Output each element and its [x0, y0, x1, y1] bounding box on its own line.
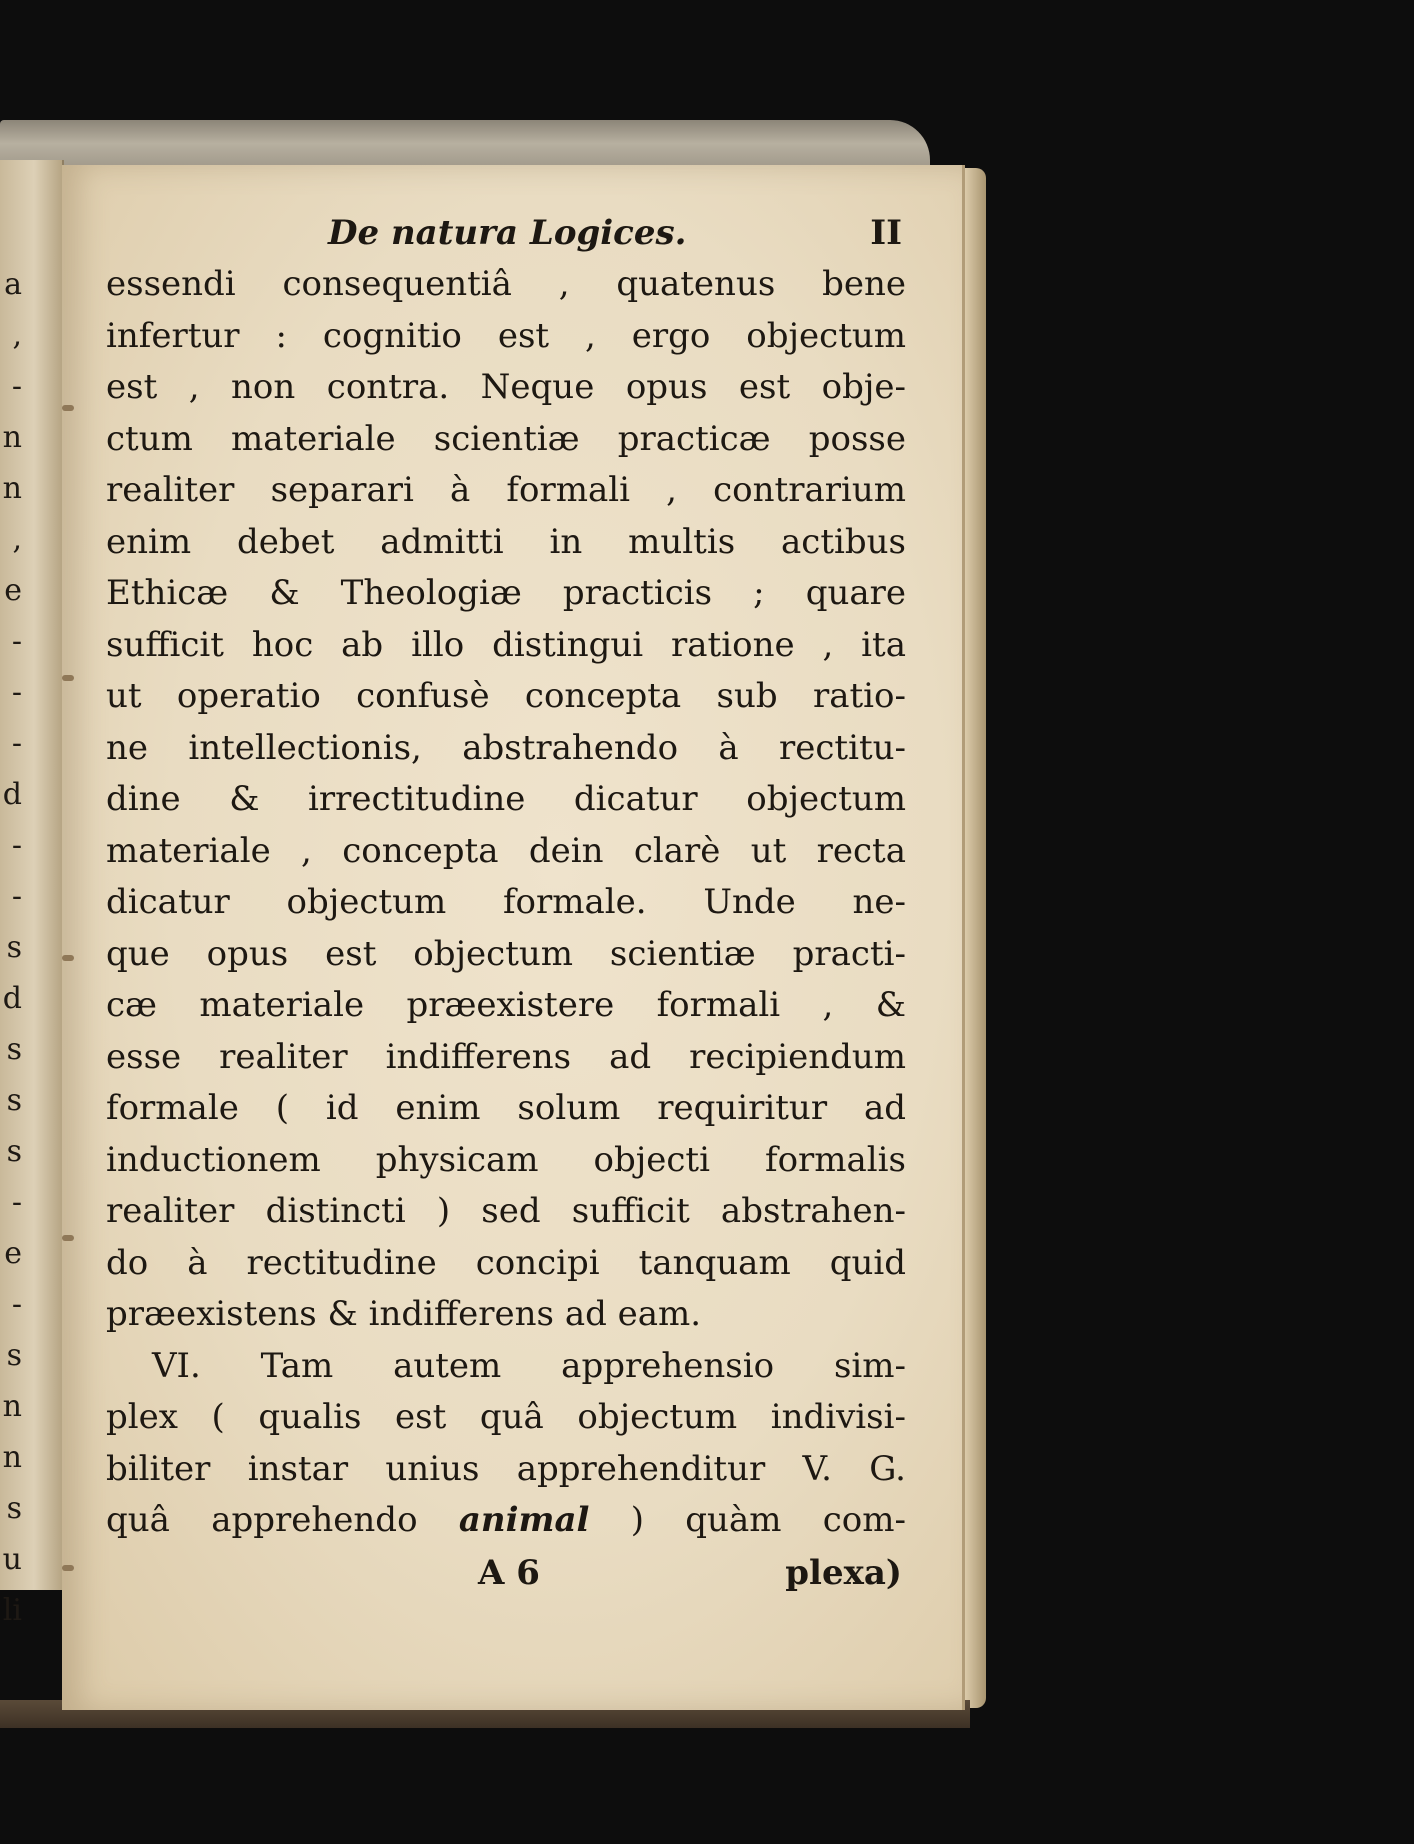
text-line: ut operatio confusè concepta sub ratio-	[106, 676, 906, 716]
text-line: dine & irrectitudine dicatur objectum	[106, 779, 906, 819]
left-letter: -	[11, 1185, 22, 1220]
text-line: que opus est objectum scientiæ practi-	[106, 933, 906, 974]
left-page-cut-text	[0, 267, 22, 1628]
left-letter: s	[6, 1083, 22, 1118]
left-letter: s	[6, 1338, 22, 1373]
page-footer	[106, 1547, 906, 1599]
running-title: De natura Logices.	[328, 213, 687, 253]
running-head	[106, 207, 906, 259]
text-line: cæ materiale præexistere formali , &	[106, 985, 906, 1025]
text-line: plex ( qualis est quâ objectum indivisi-	[106, 1397, 906, 1437]
left-letter: s	[6, 1134, 22, 1169]
left-letter: n	[2, 1389, 22, 1424]
text-line: præexistens & indifferens ad eam.	[106, 1294, 702, 1334]
body-text	[106, 259, 906, 1547]
text-line: biliter instar unius apprehenditur V. G.	[106, 1448, 906, 1489]
binding-stitch	[62, 1565, 74, 1571]
left-letter: -	[11, 1287, 22, 1322]
left-letter: n	[2, 471, 22, 506]
left-letter: d	[2, 981, 22, 1016]
left-letter: ,	[12, 522, 22, 557]
text-line: essendi consequentiâ , quatenus bene	[106, 264, 906, 304]
text-line-mixed	[106, 1495, 906, 1547]
text-line: VI. Tam autem apprehensio sim-	[152, 1345, 906, 1386]
left-letter: a	[4, 267, 22, 302]
binding-stitch	[62, 675, 74, 681]
left-letter: -	[11, 675, 22, 710]
right-page	[62, 165, 965, 1710]
left-letter: li	[2, 1593, 22, 1628]
text-line: dicatur objectum formale. Unde ne-	[106, 882, 906, 922]
italic-word: animal	[458, 1500, 590, 1540]
left-letter: ,	[12, 318, 22, 353]
text-line: materiale , concepta dein clarè ut recta	[106, 830, 906, 871]
binding-stitch	[62, 1235, 74, 1241]
text-line: ctum materiale scientiæ practicæ posse	[106, 418, 906, 459]
text-line: esse realiter indifferens ad recipiendum	[106, 1036, 906, 1077]
text-line: sufficit hoc ab illo distingui ratione , ita	[106, 624, 906, 665]
left-letter: d	[2, 777, 22, 812]
text-segment: quâ apprehendo	[106, 1500, 418, 1540]
left-letter: u	[2, 1542, 22, 1577]
text-line: realiter separari à formali , contrarium	[106, 470, 906, 510]
text-line: inductionem physicam objecti formalis	[106, 1139, 906, 1180]
text-segment: ) quàm com-	[630, 1500, 906, 1540]
text-line: realiter distincti ) sed sufficit abstrahen-	[106, 1191, 906, 1231]
catchword: plexa)	[785, 1552, 902, 1593]
text-line: ne intellectionis, abstrahendo à rectitu-	[106, 727, 906, 768]
left-letter: -	[11, 624, 22, 659]
left-letter: -	[11, 828, 22, 863]
text-line: formale ( id enim solum requiritur ad	[106, 1088, 906, 1128]
left-letter: e	[4, 1236, 22, 1271]
text-line: est , non contra. Neque opus est obje-	[106, 367, 906, 407]
left-letter: -	[11, 879, 22, 914]
text-line: do à rectitudine concipi tanquam quid	[106, 1242, 906, 1283]
text-line: infertur : cognitio est , ergo objectum	[106, 315, 906, 356]
left-letter: -	[11, 369, 22, 404]
left-letter: s	[6, 930, 22, 965]
text-block	[106, 207, 906, 1599]
binding-stitch	[62, 955, 74, 961]
left-letter: s	[6, 1491, 22, 1526]
text-line: Ethicæ & Theologiæ practicis ; quare	[106, 573, 906, 613]
signature-mark: A 6	[478, 1552, 540, 1593]
left-letter: -	[11, 726, 22, 761]
left-letter: e	[4, 573, 22, 608]
binding-stitch	[62, 405, 74, 411]
page-number: II	[870, 213, 902, 253]
left-letter: n	[2, 420, 22, 455]
left-letter: n	[2, 1440, 22, 1475]
left-letter: s	[6, 1032, 22, 1067]
text-line: enim debet admitti in multis actibus	[106, 521, 906, 562]
